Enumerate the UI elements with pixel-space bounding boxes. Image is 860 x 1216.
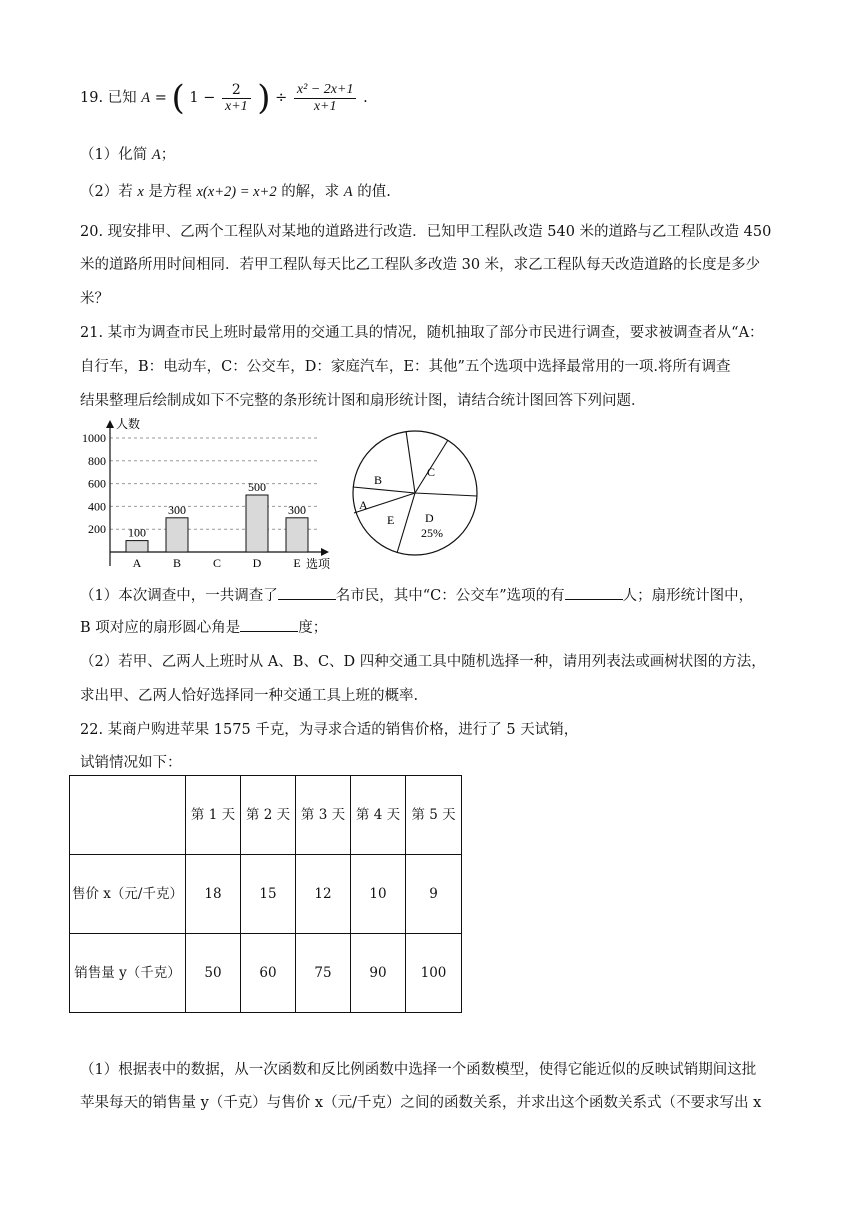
table-header-cell: 第 4 天 (351, 776, 406, 855)
y-tick-label: 600 (88, 476, 106, 491)
y-tick-label: 800 (88, 453, 106, 468)
q21-sub2-line1: （2）若甲、乙两人上班时从 A、B、C、D 四种交通工具中随机选择一种，请用列表法或画树状图的方法， (80, 654, 766, 670)
answer-blank-c-count[interactable] (565, 585, 623, 600)
y-tick-label: 200 (88, 522, 106, 537)
q21-line3: 结果整理后绘制成如下不完整的条形统计图和扇形统计图，请结合统计图回答下列问题． (80, 393, 646, 409)
pie-label-c: C (427, 465, 436, 479)
bar-data-label: 500 (248, 480, 266, 494)
table-cell: 75 (296, 934, 351, 1013)
x-tick-label: E (293, 556, 301, 570)
answer-blank-b-angle[interactable] (240, 617, 298, 632)
table-cell: 12 (296, 855, 351, 934)
table-cell: 10 (351, 855, 406, 934)
q19-formula: 19. 已知 A = ( 1 − $\frac{2}{x+1}$ ) ÷ $\frac{\text{x² − 2x+1}}{x+1}$ . (80, 78, 368, 118)
table-row-sales (70, 934, 462, 1013)
pie-label-b: B (374, 473, 383, 487)
table-header-cell: 第 1 天 (186, 776, 241, 855)
bar-e (286, 518, 308, 552)
table-header-cell: 第 3 天 (296, 776, 351, 855)
table-cell: 50 (186, 934, 241, 1013)
x-tick-label: D (252, 556, 262, 570)
bar-chart-ticks (82, 431, 106, 536)
q21-sub1-line1: （1）本次调查中，一共调查了 名市民，其中“C：公交车”选项的有 人；扇形统计图中， (80, 584, 753, 605)
x-tick-label: A (132, 556, 142, 570)
sales-table (69, 775, 462, 1013)
q20-line3: 米？ (80, 291, 109, 307)
bar-data-label: 300 (288, 502, 306, 517)
bar-chart-bars (126, 480, 308, 570)
x-axis-label: 选项 (306, 557, 331, 571)
row-label-price: 售价 x（元/千克） (70, 855, 186, 934)
fraction-quadratic: $\frac{\text{x² − 2x+1}}{x+1}$ (294, 82, 357, 115)
bar-a (126, 541, 148, 552)
answer-blank-total[interactable] (278, 585, 336, 600)
table-cell: 9 (406, 855, 462, 934)
bar-b (166, 518, 188, 552)
y-axis-label: 人数 (116, 418, 141, 431)
q21-line2: 自行车，B：电动车，C：公交车，D：家庭汽车，E：其他”五个选项中选择最常用的一项.将所有调查 (80, 359, 731, 375)
q21-line1: 21. 某市为调查市民上班时最常用的交通工具的情况，随机抽取了部分市民进行调查，要求被调查者从“A： (80, 325, 764, 341)
table-cell: 90 (351, 934, 406, 1013)
pie-label-e: E (387, 513, 395, 527)
bar-d (246, 495, 268, 552)
bar-data-label: 100 (128, 525, 146, 540)
bar-data-label: 300 (168, 502, 186, 517)
fraction-2-over-x-plus-1: $\frac{2}{x+1}$ (222, 82, 251, 115)
q20-line1: 20. 现安排甲、乙两个工程队对某地的道路进行改造．已知甲工程队改造 540 米的道路与乙工程队改造 450 (80, 224, 772, 240)
q22-line2: 试销情况如下： (80, 755, 182, 771)
pie-chart (347, 426, 487, 566)
q19-part2: （2）若 x 是方程 x(x+2) = x+2 的解，求 A 的值. (80, 184, 391, 200)
table-header-cell: 第 5 天 (406, 776, 462, 855)
table-cell: 60 (241, 934, 296, 1013)
x-tick-label: B (172, 556, 182, 570)
table-cell: 15 (241, 855, 296, 934)
pie-label-a: A (359, 498, 368, 512)
table-row-price (70, 855, 462, 934)
pie-spoke (415, 493, 477, 496)
q21-sub2-line2: 求出甲、乙两人恰好选择同一种交通工具上班的概率. (80, 688, 419, 704)
q22-sub1-line1: （1）根据表中的数据，从一次函数和反比例函数中选择一个函数模型，使得它能近似的反映试销期间这批 (80, 1062, 757, 1078)
x-tick-label: C (212, 556, 222, 570)
pie-label-d: D (425, 511, 434, 525)
q19-part1: （1）化简 A； (80, 147, 176, 163)
table-cell: 18 (186, 855, 241, 934)
pie-label-d-percent: 25% (421, 526, 443, 540)
pie-spoke (397, 493, 415, 553)
y-tick-label: 400 (88, 499, 106, 514)
right-paren: ) (257, 78, 271, 118)
table-cell: 100 (406, 934, 462, 1013)
y-axis-arrow (106, 420, 114, 428)
table-corner-cell (70, 776, 186, 855)
q20-line2: 米的道路所用时间相同．若甲工程队每天比乙工程队多改造 30 米，求乙工程队每天改造道路的长度是多少 (80, 257, 761, 273)
q22-line1: 22. 某商户购进苹果 1575 千克，为寻求合适的销售价格，进行了 5 天试销， (80, 722, 579, 738)
y-tick-label: 1000 (82, 431, 106, 445)
bar-chart (70, 418, 340, 573)
table-header-row (70, 776, 462, 855)
pie-spoke (353, 487, 415, 493)
q21-sub1-line2: B 项对应的扇形圆心角是 度； (80, 616, 327, 637)
q22-sub1-line2: 苹果每天的销售量 y（千克）与售价 x（元/千克）之间的函数关系，并求出这个函数关系式（不要求写出 x (80, 1095, 762, 1111)
x-axis-arrow (321, 548, 329, 556)
table-header-cell: 第 2 天 (241, 776, 296, 855)
left-paren: ( (171, 78, 185, 118)
pie-spoke (406, 431, 415, 493)
row-label-sales: 销售量 y（千克） (70, 934, 186, 1013)
